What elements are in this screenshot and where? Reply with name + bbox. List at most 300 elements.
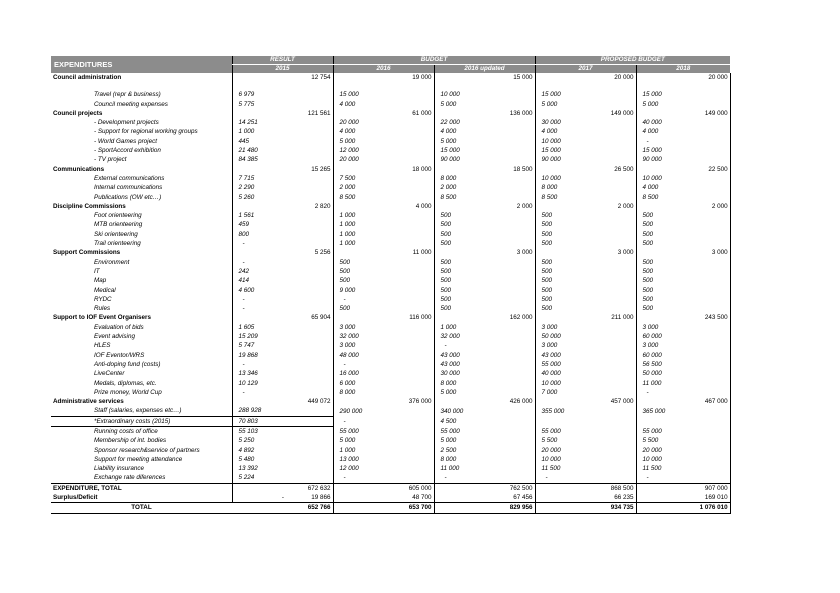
cell-value: [387, 118, 434, 127]
cell-value: [286, 455, 333, 464]
cell-value: [488, 137, 535, 146]
cell-value: [387, 406, 434, 416]
cell-value: [488, 276, 535, 285]
row-label: Surplus/Deficit: [51, 493, 232, 503]
row-label: Internal communications: [51, 183, 232, 192]
cell-value: 26 500: [589, 165, 636, 174]
cell-value: 20 000: [683, 73, 730, 82]
cell-value: [636, 493, 683, 503]
cell-value: 500: [541, 240, 553, 248]
table-row: [51, 202, 730, 211]
cell-value: 20 000: [339, 156, 359, 164]
row-label: Council administration: [51, 73, 232, 82]
cell-value: [589, 473, 636, 483]
cell-value: [333, 109, 387, 118]
cell-value: [333, 483, 387, 493]
cell-value: [589, 155, 636, 164]
table-row: [51, 165, 730, 174]
cell-value: -: [646, 474, 649, 482]
row-label: - TV project: [51, 155, 232, 164]
row-label: External communications: [51, 174, 232, 183]
table-title: EXPENDITURES: [51, 56, 232, 73]
cell-value: [387, 323, 434, 332]
row-label: LiveCenter: [51, 369, 232, 378]
cell-value: 15 000: [541, 91, 561, 99]
cell-value: [488, 406, 535, 416]
cell-value: 10 000: [642, 455, 662, 463]
cell-value: [589, 351, 636, 360]
row-label: Council projects: [51, 109, 232, 118]
cell-value: 55 000: [339, 427, 359, 435]
cell-value: 15 000: [440, 147, 460, 155]
cell-value: [286, 137, 333, 146]
cell-value: [683, 127, 730, 136]
cell-value: [683, 379, 730, 388]
table-row: [51, 276, 730, 285]
cell-value: 500: [642, 305, 654, 313]
cell-value: [683, 100, 730, 109]
cell-value: -: [343, 295, 346, 303]
cell-value: 500: [541, 305, 553, 313]
cell-value: [488, 258, 535, 267]
cell-value: [589, 183, 636, 192]
cell-value: 20 000: [642, 446, 662, 454]
cell-value: 288 928: [238, 407, 262, 415]
table-row: [51, 239, 730, 248]
cell-value: 365 000: [642, 407, 666, 415]
cell-value: [286, 258, 333, 267]
cell-value: [434, 503, 488, 513]
cell-value: 3 000: [642, 342, 659, 350]
cell-value: 762 500: [488, 483, 535, 493]
cell-value: 5 260: [238, 193, 255, 201]
cell-value: [488, 360, 535, 369]
cell-value: [232, 483, 286, 493]
cell-value: [387, 341, 434, 350]
cell-value: 1 076 010: [683, 503, 730, 513]
cell-value: 243 500: [683, 313, 730, 322]
cell-value: [286, 127, 333, 136]
row-label: Exchange rate diferences: [51, 473, 232, 483]
cell-value: 48 000: [339, 351, 359, 359]
cell-value: 500: [339, 267, 351, 275]
cell-value: 15 000: [541, 147, 561, 155]
cell-value: [535, 397, 589, 406]
year-2016: 2016: [333, 65, 434, 74]
cell-value: 20 000: [339, 119, 359, 127]
cell-value: [286, 220, 333, 229]
cell-value: 8 000: [339, 388, 356, 396]
cell-value: [589, 220, 636, 229]
cell-value: 5 000: [440, 437, 457, 445]
cell-value: [286, 332, 333, 341]
cell-value: 2 000: [488, 202, 535, 211]
table-row: [51, 295, 730, 304]
cell-value: 10 129: [238, 379, 258, 387]
cell-value: [488, 455, 535, 464]
cell-value: 500: [642, 230, 654, 238]
table-row: [51, 493, 730, 503]
cell-value: [286, 118, 333, 127]
cell-value: 12 000: [339, 465, 359, 473]
cell-value: [387, 230, 434, 239]
table-row: [51, 286, 730, 295]
row-label: - Development projects: [51, 118, 232, 127]
cell-value: 15 000: [339, 91, 359, 99]
table-row: [51, 100, 730, 109]
cell-value: 652 766: [286, 503, 333, 513]
cell-value: 43 000: [541, 351, 561, 359]
row-label: Rules: [51, 304, 232, 313]
table-row: [51, 416, 730, 426]
cell-value: 8 000: [440, 455, 457, 463]
row-label: Council meeting expenses: [51, 100, 232, 109]
cell-value: [683, 267, 730, 276]
cell-value: 500: [642, 286, 654, 294]
cell-value: 5 000: [339, 137, 356, 145]
cell-value: 672 632: [286, 483, 333, 493]
row-label: Travel (repr & business): [51, 90, 232, 99]
row-label: Medical: [51, 286, 232, 295]
year-2015: 2015: [232, 65, 333, 74]
cell-value: -: [343, 417, 346, 425]
cell-value: [387, 90, 434, 99]
cell-value: [488, 239, 535, 248]
cell-value: [232, 165, 286, 174]
cell-value: 459: [238, 221, 250, 229]
cell-value: 500: [642, 267, 654, 275]
header-group-row: [51, 56, 730, 65]
total-row: [51, 503, 730, 513]
cell-value: [683, 416, 730, 426]
cell-value: [589, 230, 636, 239]
cell-value: [387, 211, 434, 220]
cell-value: [589, 276, 636, 285]
cell-value: 8 000: [440, 174, 457, 182]
cell-value: [286, 360, 333, 369]
cell-value: 8 000: [440, 379, 457, 387]
cell-value: 500: [642, 240, 654, 248]
row-label: Evaluation of bids: [51, 323, 232, 332]
cell-value: [683, 295, 730, 304]
cell-value: [387, 379, 434, 388]
cell-value: 376 000: [387, 397, 434, 406]
cell-value: [589, 388, 636, 397]
cell-value: 5 000: [642, 100, 659, 108]
cell-value: [286, 82, 333, 90]
cell-value: [488, 341, 535, 350]
cell-value: 5 000: [440, 137, 457, 145]
table-row: [51, 258, 730, 267]
cell-value: 8 500: [642, 193, 659, 201]
cell-value: 15 000: [642, 147, 662, 155]
cell-value: [387, 446, 434, 455]
cell-value: 1 000: [238, 128, 255, 136]
cell-value: 5 000: [440, 100, 457, 108]
table-row: [51, 304, 730, 313]
cell-value: [333, 313, 387, 322]
cell-value: [232, 109, 286, 118]
table-row: [51, 220, 730, 229]
cell-value: 414: [238, 277, 250, 285]
cell-value: [488, 473, 535, 483]
cell-value: 4 000: [387, 202, 434, 211]
cell-value: [683, 258, 730, 267]
cell-value: 60 000: [642, 333, 662, 341]
cell-value: [488, 211, 535, 220]
cell-value: [387, 174, 434, 183]
cell-value: [286, 90, 333, 99]
cell-value: [488, 332, 535, 341]
cell-value: 340 000: [440, 407, 464, 415]
cell-value: [232, 73, 286, 82]
cell-value: [488, 304, 535, 313]
cell-value: [683, 118, 730, 127]
table-row: [51, 397, 730, 406]
cell-value: 4 000: [440, 128, 457, 136]
cell-value: -: [242, 305, 245, 313]
table-row: [51, 230, 730, 239]
cell-value: [683, 155, 730, 164]
cell-value: 18 000: [387, 165, 434, 174]
cell-value: 15 000: [488, 73, 535, 82]
cell-value: [683, 369, 730, 378]
cell-value: [286, 304, 333, 313]
cell-value: [683, 436, 730, 445]
cell-value: 5 775: [238, 100, 255, 108]
cell-value: [683, 304, 730, 313]
cell-value: 16 000: [339, 370, 359, 378]
cell-value: [488, 369, 535, 378]
cell-value: 5 500: [541, 437, 558, 445]
cell-value: [387, 360, 434, 369]
cell-value: 3 000: [488, 248, 535, 257]
expenditures-sheet: [51, 56, 730, 514]
cell-value: 66 235: [589, 493, 636, 503]
cell-value: 10 000: [440, 91, 460, 99]
row-label: Trail orienteering: [51, 239, 232, 248]
cell-value: 2 000: [339, 184, 356, 192]
table-row: [51, 360, 730, 369]
cell-value: 162 000: [488, 313, 535, 322]
cell-value: 500: [440, 221, 452, 229]
cell-value: 55 000: [541, 360, 561, 368]
group-budget: BUDGET: [333, 56, 535, 65]
cell-value: 800: [238, 230, 250, 238]
cell-value: 19 868: [238, 351, 258, 359]
cell-value: 2 290: [238, 184, 255, 192]
cell-value: [683, 174, 730, 183]
year-2018: 2018: [636, 65, 730, 74]
cell-value: 43 000: [440, 360, 460, 368]
cell-value: 149 000: [589, 109, 636, 118]
cell-value: [535, 248, 589, 257]
cell-value: [286, 351, 333, 360]
cell-value: 3 000: [339, 342, 356, 350]
cell-value: 3 000: [339, 323, 356, 331]
cell-value: 5 480: [238, 455, 255, 463]
cell-value: [387, 369, 434, 378]
cell-value: 907 000: [683, 483, 730, 493]
table-row: [51, 211, 730, 220]
cell-value: 19 866: [286, 493, 333, 503]
expenditures-table: [51, 56, 731, 514]
cell-value: [683, 455, 730, 464]
cell-value: [683, 388, 730, 397]
table-row: [51, 267, 730, 276]
cell-value: [387, 100, 434, 109]
cell-value: 70 803: [232, 416, 286, 426]
cell-value: 149 000: [683, 109, 730, 118]
cell-value: [683, 406, 730, 416]
cell-value: 10 000: [541, 174, 561, 182]
table-row: [51, 473, 730, 483]
cell-value: 500: [642, 221, 654, 229]
cell-value: [589, 332, 636, 341]
row-label: IOF Eventor/WRS: [51, 351, 232, 360]
cell-value: [286, 100, 333, 109]
row-label: Anti-doping fund (costs): [51, 360, 232, 369]
cell-value: [286, 406, 333, 416]
cell-value: [286, 473, 333, 483]
table-row: [51, 388, 730, 397]
table-row: [51, 446, 730, 455]
table-row: [51, 174, 730, 183]
cell-value: [636, 109, 683, 118]
cell-value: 84 385: [238, 156, 258, 164]
cell-value: -: [242, 258, 245, 266]
table-row: [51, 248, 730, 257]
cell-value: [488, 351, 535, 360]
cell-value: 868 500: [589, 483, 636, 493]
cell-value: [535, 73, 589, 82]
cell-value: 500: [440, 230, 452, 238]
cell-value: [488, 267, 535, 276]
table-row: [51, 379, 730, 388]
cell-value: [286, 174, 333, 183]
cell-value: 445: [238, 137, 250, 145]
cell-value: 605 000: [387, 483, 434, 493]
cell-value: [333, 503, 387, 513]
cell-value: 12 000: [339, 147, 359, 155]
cell-value: 5 000: [440, 388, 457, 396]
cell-value: [589, 118, 636, 127]
cell-value: 14 251: [238, 119, 258, 127]
cell-value: [589, 369, 636, 378]
table-row: [51, 406, 730, 416]
row-label: Liability insurance: [51, 464, 232, 473]
cell-value: 30 000: [440, 370, 460, 378]
row-label: Ski orienteering: [51, 230, 232, 239]
cell-value: [286, 416, 333, 426]
table-row: [51, 183, 730, 192]
cell-value: [589, 455, 636, 464]
cell-value: 290 000: [339, 407, 363, 415]
cell-value: [387, 426, 434, 436]
cell-value: [589, 267, 636, 276]
cell-value: [434, 483, 488, 493]
cell-value: 5 000: [541, 100, 558, 108]
cell-value: 19 000: [387, 73, 434, 82]
cell-value: [589, 464, 636, 473]
table-row: [51, 369, 730, 378]
cell-value: 10 000: [541, 137, 561, 145]
cell-value: [683, 426, 730, 436]
cell-value: 355 000: [541, 407, 565, 415]
row-label: EXPENDITURE, TOTAL: [51, 483, 232, 493]
cell-value: [535, 109, 589, 118]
cell-value: 90 000: [440, 156, 460, 164]
cell-value: 21 480: [238, 147, 258, 155]
year-2016-updated: 2016 updated: [434, 65, 535, 74]
cell-value: [683, 193, 730, 202]
cell-value: [434, 248, 488, 257]
cell-value: 13 346: [238, 370, 258, 378]
cell-value: [387, 82, 434, 90]
row-label: Discipline Commissions: [51, 202, 232, 211]
cell-value: [636, 483, 683, 493]
cell-value: [683, 464, 730, 473]
cell-value: [232, 82, 286, 90]
cell-value: [683, 183, 730, 192]
cell-value: 500: [440, 240, 452, 248]
cell-value: [434, 397, 488, 406]
cell-value: 500: [642, 277, 654, 285]
cell-value: [589, 416, 636, 426]
cell-value: [589, 360, 636, 369]
cell-value: [636, 503, 683, 513]
cell-value: 4 500: [440, 417, 457, 425]
cell-value: [535, 483, 589, 493]
cell-value: 500: [541, 286, 553, 294]
group-proposed-budget: PROPOSED BUDGET: [535, 56, 730, 65]
cell-value: 12 754: [286, 73, 333, 82]
table-row: [51, 323, 730, 332]
row-label: Support for meeting attendance: [51, 455, 232, 464]
cell-value: 500: [541, 221, 553, 229]
cell-value: [683, 137, 730, 146]
cell-value: [387, 239, 434, 248]
cell-value: 653 700: [387, 503, 434, 513]
cell-value: 13 000: [339, 455, 359, 463]
cell-value: [488, 230, 535, 239]
table-row: [51, 137, 730, 146]
cell-value: [286, 183, 333, 192]
cell-value: 8 500: [339, 193, 356, 201]
cell-value: -: [242, 240, 245, 248]
cell-value: [333, 73, 387, 82]
cell-value: [589, 211, 636, 220]
row-label: RYDC: [51, 295, 232, 304]
cell-value: [683, 146, 730, 155]
cell-value: [589, 174, 636, 183]
cell-value: [387, 416, 434, 426]
cell-value: -: [242, 295, 245, 303]
cell-value: [636, 202, 683, 211]
cell-value: 3 000: [642, 323, 659, 331]
cell-value: [232, 503, 286, 513]
cell-value: -: [343, 474, 346, 482]
cell-value: [589, 137, 636, 146]
row-label: Communications: [51, 165, 232, 174]
cell-value: [286, 379, 333, 388]
cell-value: 242: [238, 267, 250, 275]
cell-value: 457 000: [589, 397, 636, 406]
cell-value: 500: [541, 212, 553, 220]
cell-value: [286, 341, 333, 350]
cell-value: [683, 360, 730, 369]
cell-value: [589, 406, 636, 416]
